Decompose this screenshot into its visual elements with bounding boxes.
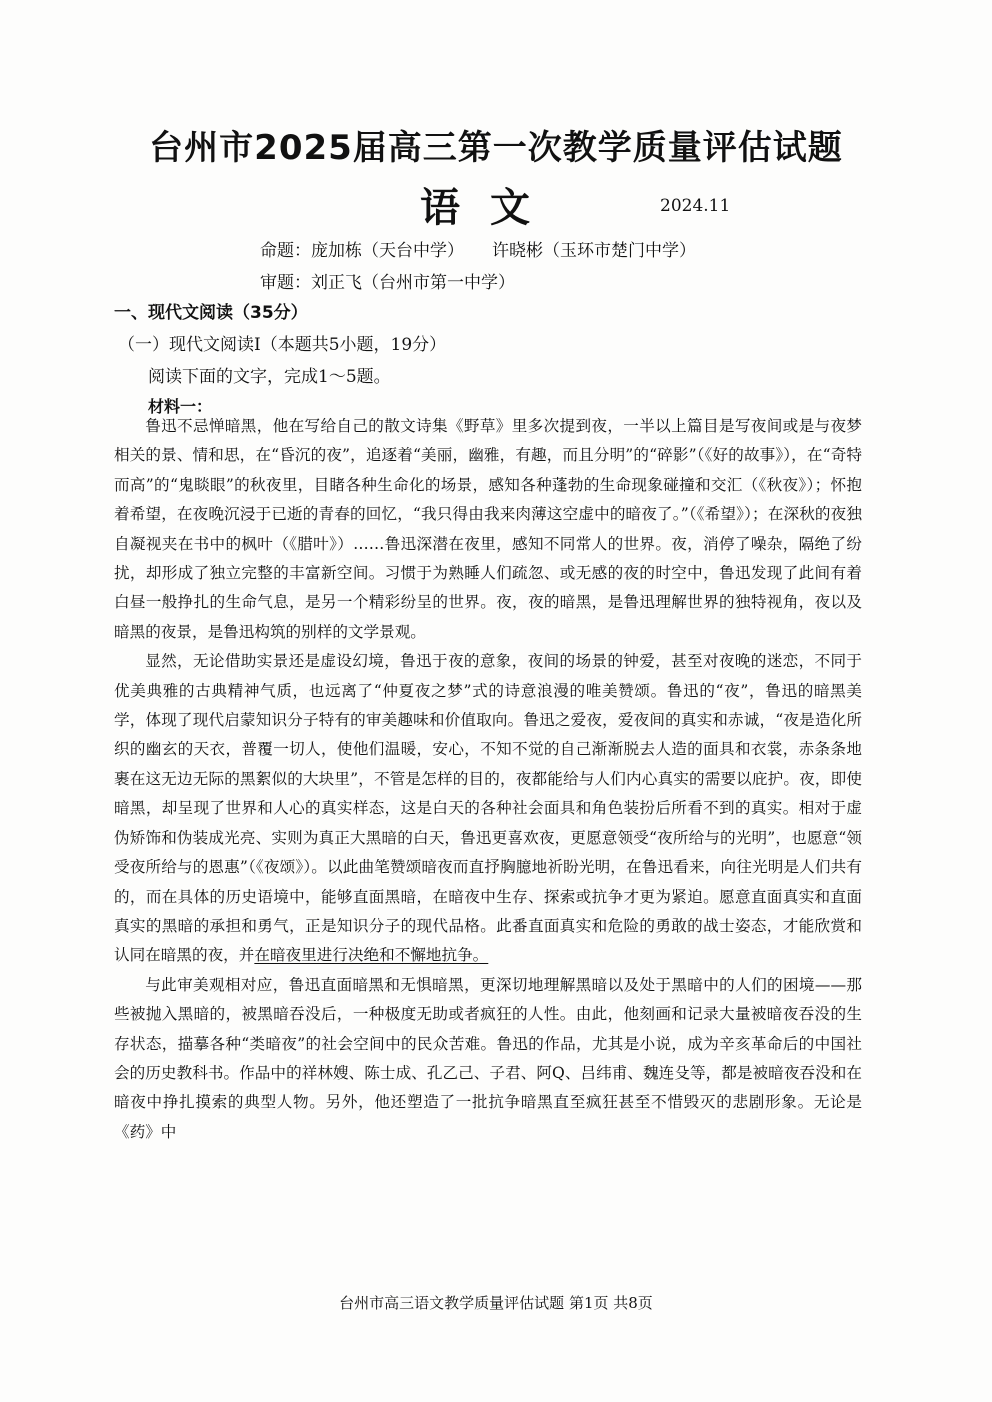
reviewer-label: 审题： <box>260 273 311 293</box>
passage-body <box>114 412 862 1147</box>
underlined-sentence: 在暗夜里进行决绝和不懈地抗争。 <box>254 946 489 965</box>
reviewer-line <box>260 268 515 293</box>
subsection-heading: （一）现代文阅读Ⅰ（本题共5小题，19分） <box>118 335 447 355</box>
exam-date: 2024.11 <box>660 196 731 216</box>
authors-line <box>260 236 696 261</box>
material-label: 材料一： <box>148 397 213 416</box>
page-footer: 台州市高三语文教学质量评估试题 第1页 共8页 <box>339 1294 653 1312</box>
reviewer: 刘正飞（台州市第一中学） <box>311 273 515 293</box>
subject-title: 语文 <box>420 185 560 231</box>
exam-title: 台州市2025届高三第一次教学质量评估试题 <box>149 128 843 168</box>
author-2: 许晓彬（玉环市楚门中学） <box>492 241 696 261</box>
paragraph-2-text: 显然，无论借助实景还是虚设幻境，鲁迅于夜的意象，夜间的场景的钟爱，甚至对夜晚的迷恋，不同于优美典雅的古典精神气质，也远离了“仲夏夜之梦”式的诗意浪漫的唯美赞颂。鲁迅的“夜”，鲁迅的暗黑美学，体现了现代启蒙知识分子特有的审美趣味和价值取向。鲁迅之爱夜，爱夜间的真实和赤诚，“夜是造化所织的幽玄的天衣，普覆一切人，使他们温暖，安心，不知不觉的自己渐渐脱去人造的面具和衣裳，赤条条地裹在这无边无际的黑絮似的大块里”，不管是怎样的目的，夜都能给与人们内心真实的需要以庇护。夜，即使暗黑，却呈现了世界和人心的真实样态，这是白天的各种社会面具和角色装扮后所看不到的真实。相对于虚伪矫饰和伪装成光亮、实则为真正大黑暗的白天，鲁迅更喜欢夜，更愿意领受“夜所给与的光明”，也愿意“领受夜所给与的恩惠”（《夜颂》）。以此曲笔赞颂暗夜而直抒胸臆地祈盼光明，在鲁迅看来，向往光明是人们共有的，而在具体的历史语境中，能够直面黑暗，在暗夜中生存、探索或抗争才更为紧迫。愿意直面真实和直面真实的黑暗的承担和勇气，正是知识分子的现代品格。此番直面真实和危险的勇敢的战士姿态，才能欣赏和认同在暗黑的夜，并 <box>114 652 862 965</box>
paragraph-3: 与此审美观相对应，鲁迅直面暗黑和无惧暗黑，更深切地理解黑暗以及处于黑暗中的人们的困境——那些被抛入黑暗的，被黑暗吞没后，一种极度无助或者疯狂的人性。由此，他刻画和记录大量被暗夜吞没的生存状态，描摹各种“类暗夜”的社会空间中的民众苦难。鲁迅的作品，尤其是小说，成为辛亥革命后的中国社会的历史教科书。作品中的祥林嫂、陈士成、孔乙己、子君、阿Q、吕纬甫、魏连殳等，都是被暗夜吞没和在暗夜中挣扎摸索的典型人物。另外，他还塑造了一批抗争暗黑直至疯狂甚至不惜毁灭的悲剧形象。无论是《药》中 <box>114 975 862 1141</box>
authors-label: 命题： <box>260 241 311 261</box>
reading-instruction: 阅读下面的文字，完成1～5题。 <box>148 367 391 387</box>
paragraph-1: 鲁迅不忌惮暗黑，他在写给自己的散文诗集《野草》里多次提到夜，一半以上篇目是写夜间或是与夜梦相关的景、情和思，在“昏沉的夜”，追逐着“美丽，幽雅，有趣，而且分明”的“碎影”（《好的故事》），在“奇特而高”的“鬼睒眼”的秋夜里，目睹各种生命化的场景，感知各种蓬勃的生命现象碰撞和交汇（《秋夜》）；怀抱着希望，在夜晚沉浸于已逝的青春的回忆，“我只得由我来肉薄这空虚中的暗夜了。”（《希望》）；在深秋的夜独自凝视夹在书中的枫叶（《腊叶》）……鲁迅深潜在夜里，感知不同常人的世界。夜，消停了噪杂，隔绝了纷扰，却形成了独立完整的丰富新空间。习惯于为熟睡人们疏忽、或无感的夜的时空中，鲁迅发现了此间有着白昼一般挣扎的生命气息，是另一个精彩纷呈的世界。夜，夜的暗黑，是鲁迅理解世界的独特视角，夜以及暗黑的夜景，是鲁迅构筑的别样的文学景观。 <box>114 417 862 641</box>
section-heading: 一、现代文阅读（35分） <box>114 303 308 323</box>
author-1: 庞加栋（天台中学） <box>311 241 464 261</box>
paragraph-2 <box>114 647 862 970</box>
